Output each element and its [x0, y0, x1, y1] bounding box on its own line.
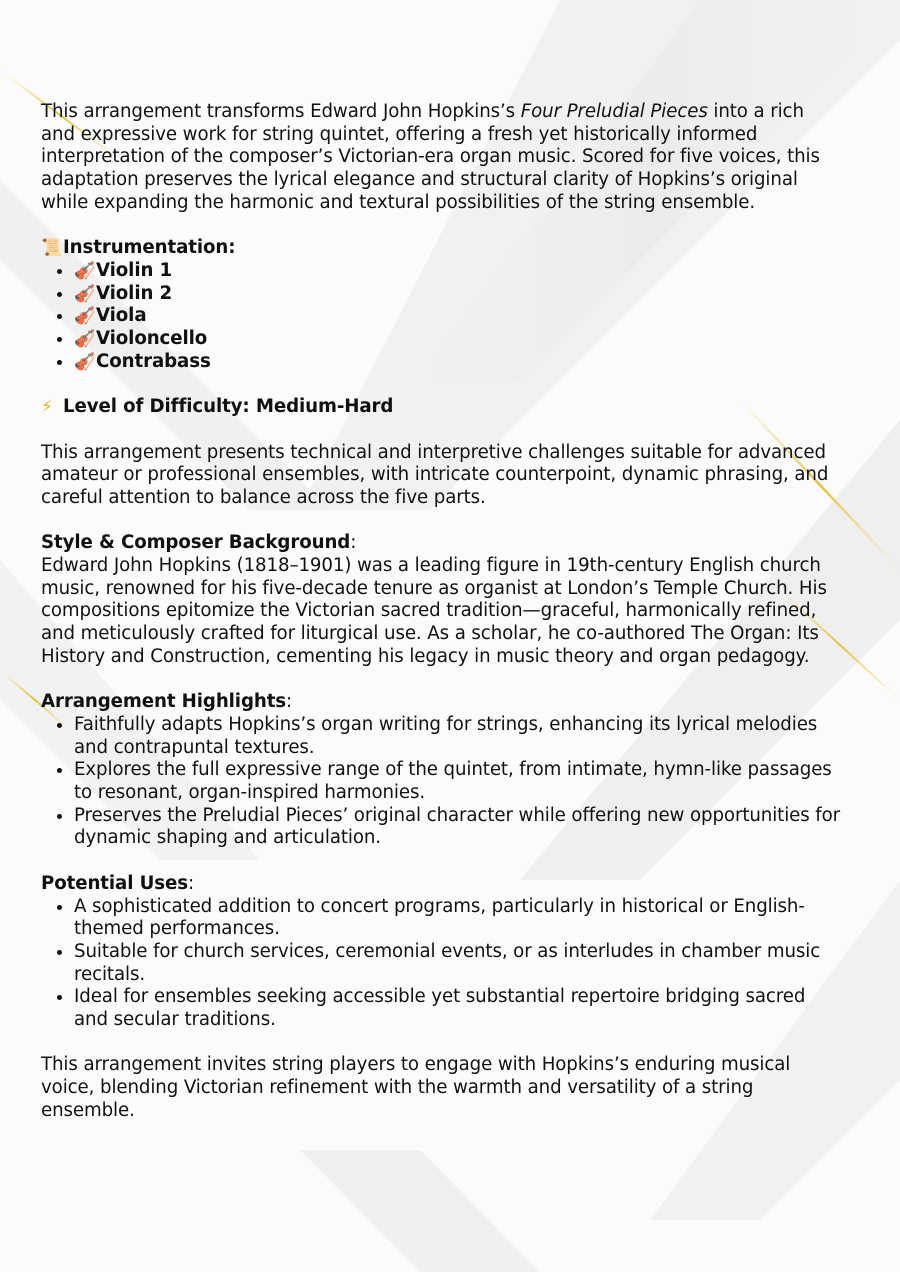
uses-list — [41, 896, 841, 1032]
list-item: • 🎻Viola — [74, 305, 841, 328]
highlights-heading: Arrangement Highlights: — [41, 691, 293, 713]
list-item: • Ideal for ensembles seeking accessible yet substantial repertoire bridging sacred and secular traditions. — [74, 986, 841, 1031]
lightning-icon: ⚡ — [41, 397, 53, 418]
violin-icon: 🎻 — [74, 306, 96, 327]
style-paragraph: Edward John Hopkins (1818–1901) was a leading figure in 19th-century English church music, renowned for his five-decade tenure as organist at London’s Temple Church. His compositions epitomize the Victorian sacred tradition—graceful, harmonically refined, and meticulously crafted for liturgical use. As a scholar, he co-authored The Organ: Its History and Construction, cementing his legacy in music theory and organ pedagogy. — [41, 555, 827, 667]
closing-paragraph: This arrangement invites string players to engage with Hopkins’s enduring musical voice, blending Victorian refinement with the warmth and versatility of a string ensemble. — [41, 1054, 791, 1121]
list-item: • 🎻Violoncello — [74, 328, 841, 351]
instrument-list — [41, 260, 841, 374]
list-item: • 🎻Violin 1 — [74, 260, 841, 283]
violin-icon: 🎻 — [74, 329, 96, 350]
violin-icon: 🎻 — [74, 283, 96, 304]
bg-band — [300, 1150, 540, 1272]
list-item: • Faithfully adapts Hopkins’s organ writing for strings, enhancing its lyrical melodies and contrapuntal textures. — [74, 714, 841, 759]
scroll-icon: 📜 — [41, 238, 63, 259]
list-item: • Explores the full expressive range of the quintet, from intimate, hymn-like passages to resonant, organ-inspired harmonies. — [74, 759, 841, 804]
difficulty-paragraph: This arrangement presents technical and interpretive challenges suitable for advanced amateur or professional ensembles, with intricate counterpoint, dynamic phrasing, and careful attention to balance across the five parts. — [41, 441, 829, 508]
violin-icon: 🎻 — [74, 260, 96, 281]
uses-heading: Potential Uses: — [41, 872, 194, 894]
intro-paragraph: This arrangement transforms Edward John Hopkins’s Four Preludial Pieces into a rich and expressive work for string quintet, offering a fresh yet historically informed interpretation of the composer’s Victorian-era organ music. Scored for five voices, this adaptation preserves the lyrical elegance and structural clarity of Hopkins’s original while expanding the harmonic and textural possibilities of the string ensemble. — [41, 101, 820, 213]
style-heading: Style & Composer Background: — [41, 532, 357, 554]
list-item: • A sophisticated addition to concert programs, particularly in historical or English-themed performances. — [74, 896, 841, 941]
list-item: • Suitable for church services, ceremonial events, or as interludes in chamber music recitals. — [74, 941, 841, 986]
document-body — [41, 101, 841, 1123]
instrumentation-heading: 📜Instrumentation: — [41, 237, 236, 259]
list-item: • 🎻Violin 2 — [74, 283, 841, 306]
difficulty-heading: ⚡ Level of Difficulty: Medium-Hard — [41, 396, 394, 418]
list-item: • Preserves the Preludial Pieces’ original character while offering new opportunities for dynamic shaping and articulation. — [74, 805, 841, 850]
work-title: Four Preludial Pieces — [520, 101, 708, 122]
list-item: • 🎻Contrabass — [74, 351, 841, 374]
highlights-list — [41, 714, 841, 850]
violin-icon: 🎻 — [74, 351, 96, 372]
